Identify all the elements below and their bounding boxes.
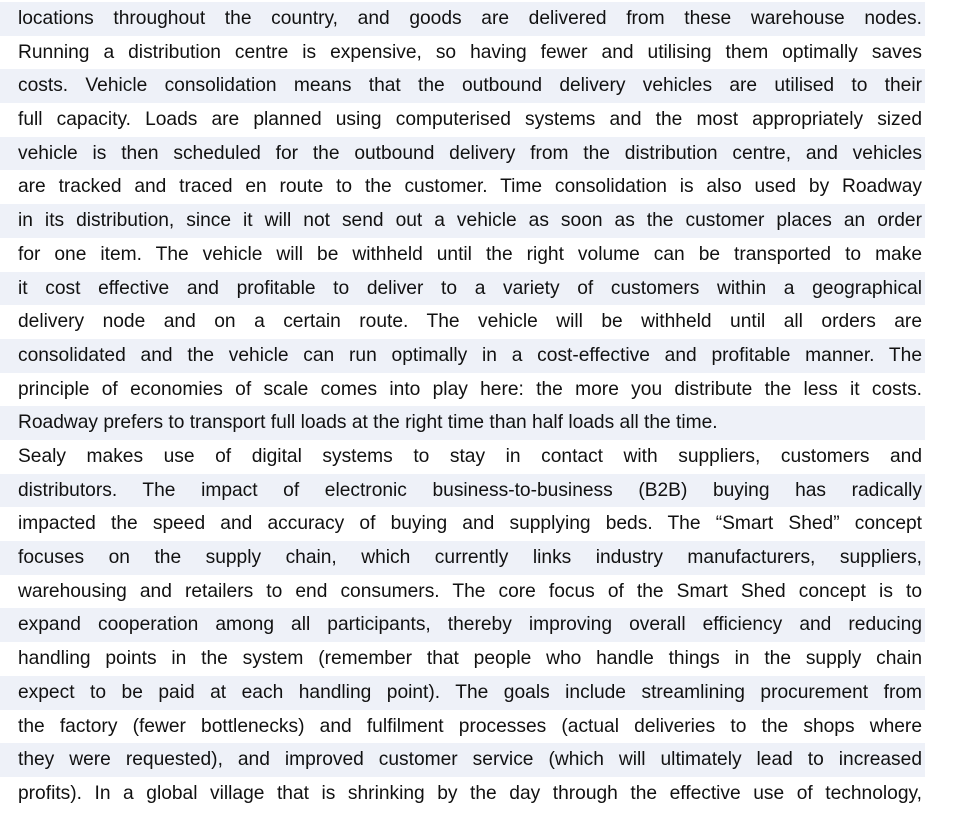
- text-line: they were requested), and improved customer service (which will ultimately lead to increased: [0, 743, 962, 777]
- text-line: profits). In a global village that is shrinking by the day through the effective use of technology,: [0, 777, 962, 811]
- text-line: vehicle is then scheduled for the outbound delivery from the distribution centre, and vehicles: [0, 137, 962, 171]
- text-line: Running a distribution centre is expensive, so having fewer and utilising them optimally saves: [0, 36, 962, 70]
- paragraph-roadway-distribution: [0, 2, 962, 440]
- text-line: full capacity. Loads are planned using computerised systems and the most appropriately sized: [0, 103, 962, 137]
- text-line: delivery node and on a certain route. The vehicle will be withheld until all orders are: [0, 305, 962, 339]
- text-line: impacted the speed and accuracy of buying and supplying beds. The “Smart Shed” concept: [0, 507, 962, 541]
- text-line: expand cooperation among all participants, thereby improving overall efficiency and reducing: [0, 608, 962, 642]
- text-line: Roadway prefers to transport full loads at the right time than half loads all the time.: [0, 406, 962, 440]
- text-line: in its distribution, since it will not send out a vehicle as soon as the customer places an order: [0, 204, 962, 238]
- text-line: for one item. The vehicle will be withheld until the right volume can be transported to make: [0, 238, 962, 272]
- text-line: costs. Vehicle consolidation means that the outbound delivery vehicles are utilised to their: [0, 69, 962, 103]
- paragraph-sealy-digital-systems: [0, 440, 962, 811]
- text-line: expect to be paid at each handling point). The goals include streamlining procurement from: [0, 676, 962, 710]
- text-line: handling points in the system (remember that people who handle things in the supply chain: [0, 642, 962, 676]
- text-line: the factory (fewer bottlenecks) and fulfilment processes (actual deliveries to the shops where: [0, 710, 962, 744]
- text-line: distributors. The impact of electronic business-to-business (B2B) buying has radically: [0, 474, 962, 508]
- text-line: it cost effective and profitable to deliver to a variety of customers within a geographical: [0, 272, 962, 306]
- text-line: consolidated and the vehicle can run optimally in a cost-effective and profitable manner. The: [0, 339, 962, 373]
- text-line: are tracked and traced en route to the customer. Time consolidation is also used by Roadway: [0, 170, 962, 204]
- text-line: locations throughout the country, and goods are delivered from these warehouse nodes.: [0, 2, 962, 36]
- text-line: Sealy makes use of digital systems to stay in contact with suppliers, customers and: [0, 440, 962, 474]
- text-line: focuses on the supply chain, which currently links industry manufacturers, suppliers,: [0, 541, 962, 575]
- text-line: warehousing and retailers to end consumers. The core focus of the Smart Shed concept is to: [0, 575, 962, 609]
- text-line: principle of economies of scale comes into play here: the more you distribute the less it costs.: [0, 373, 962, 407]
